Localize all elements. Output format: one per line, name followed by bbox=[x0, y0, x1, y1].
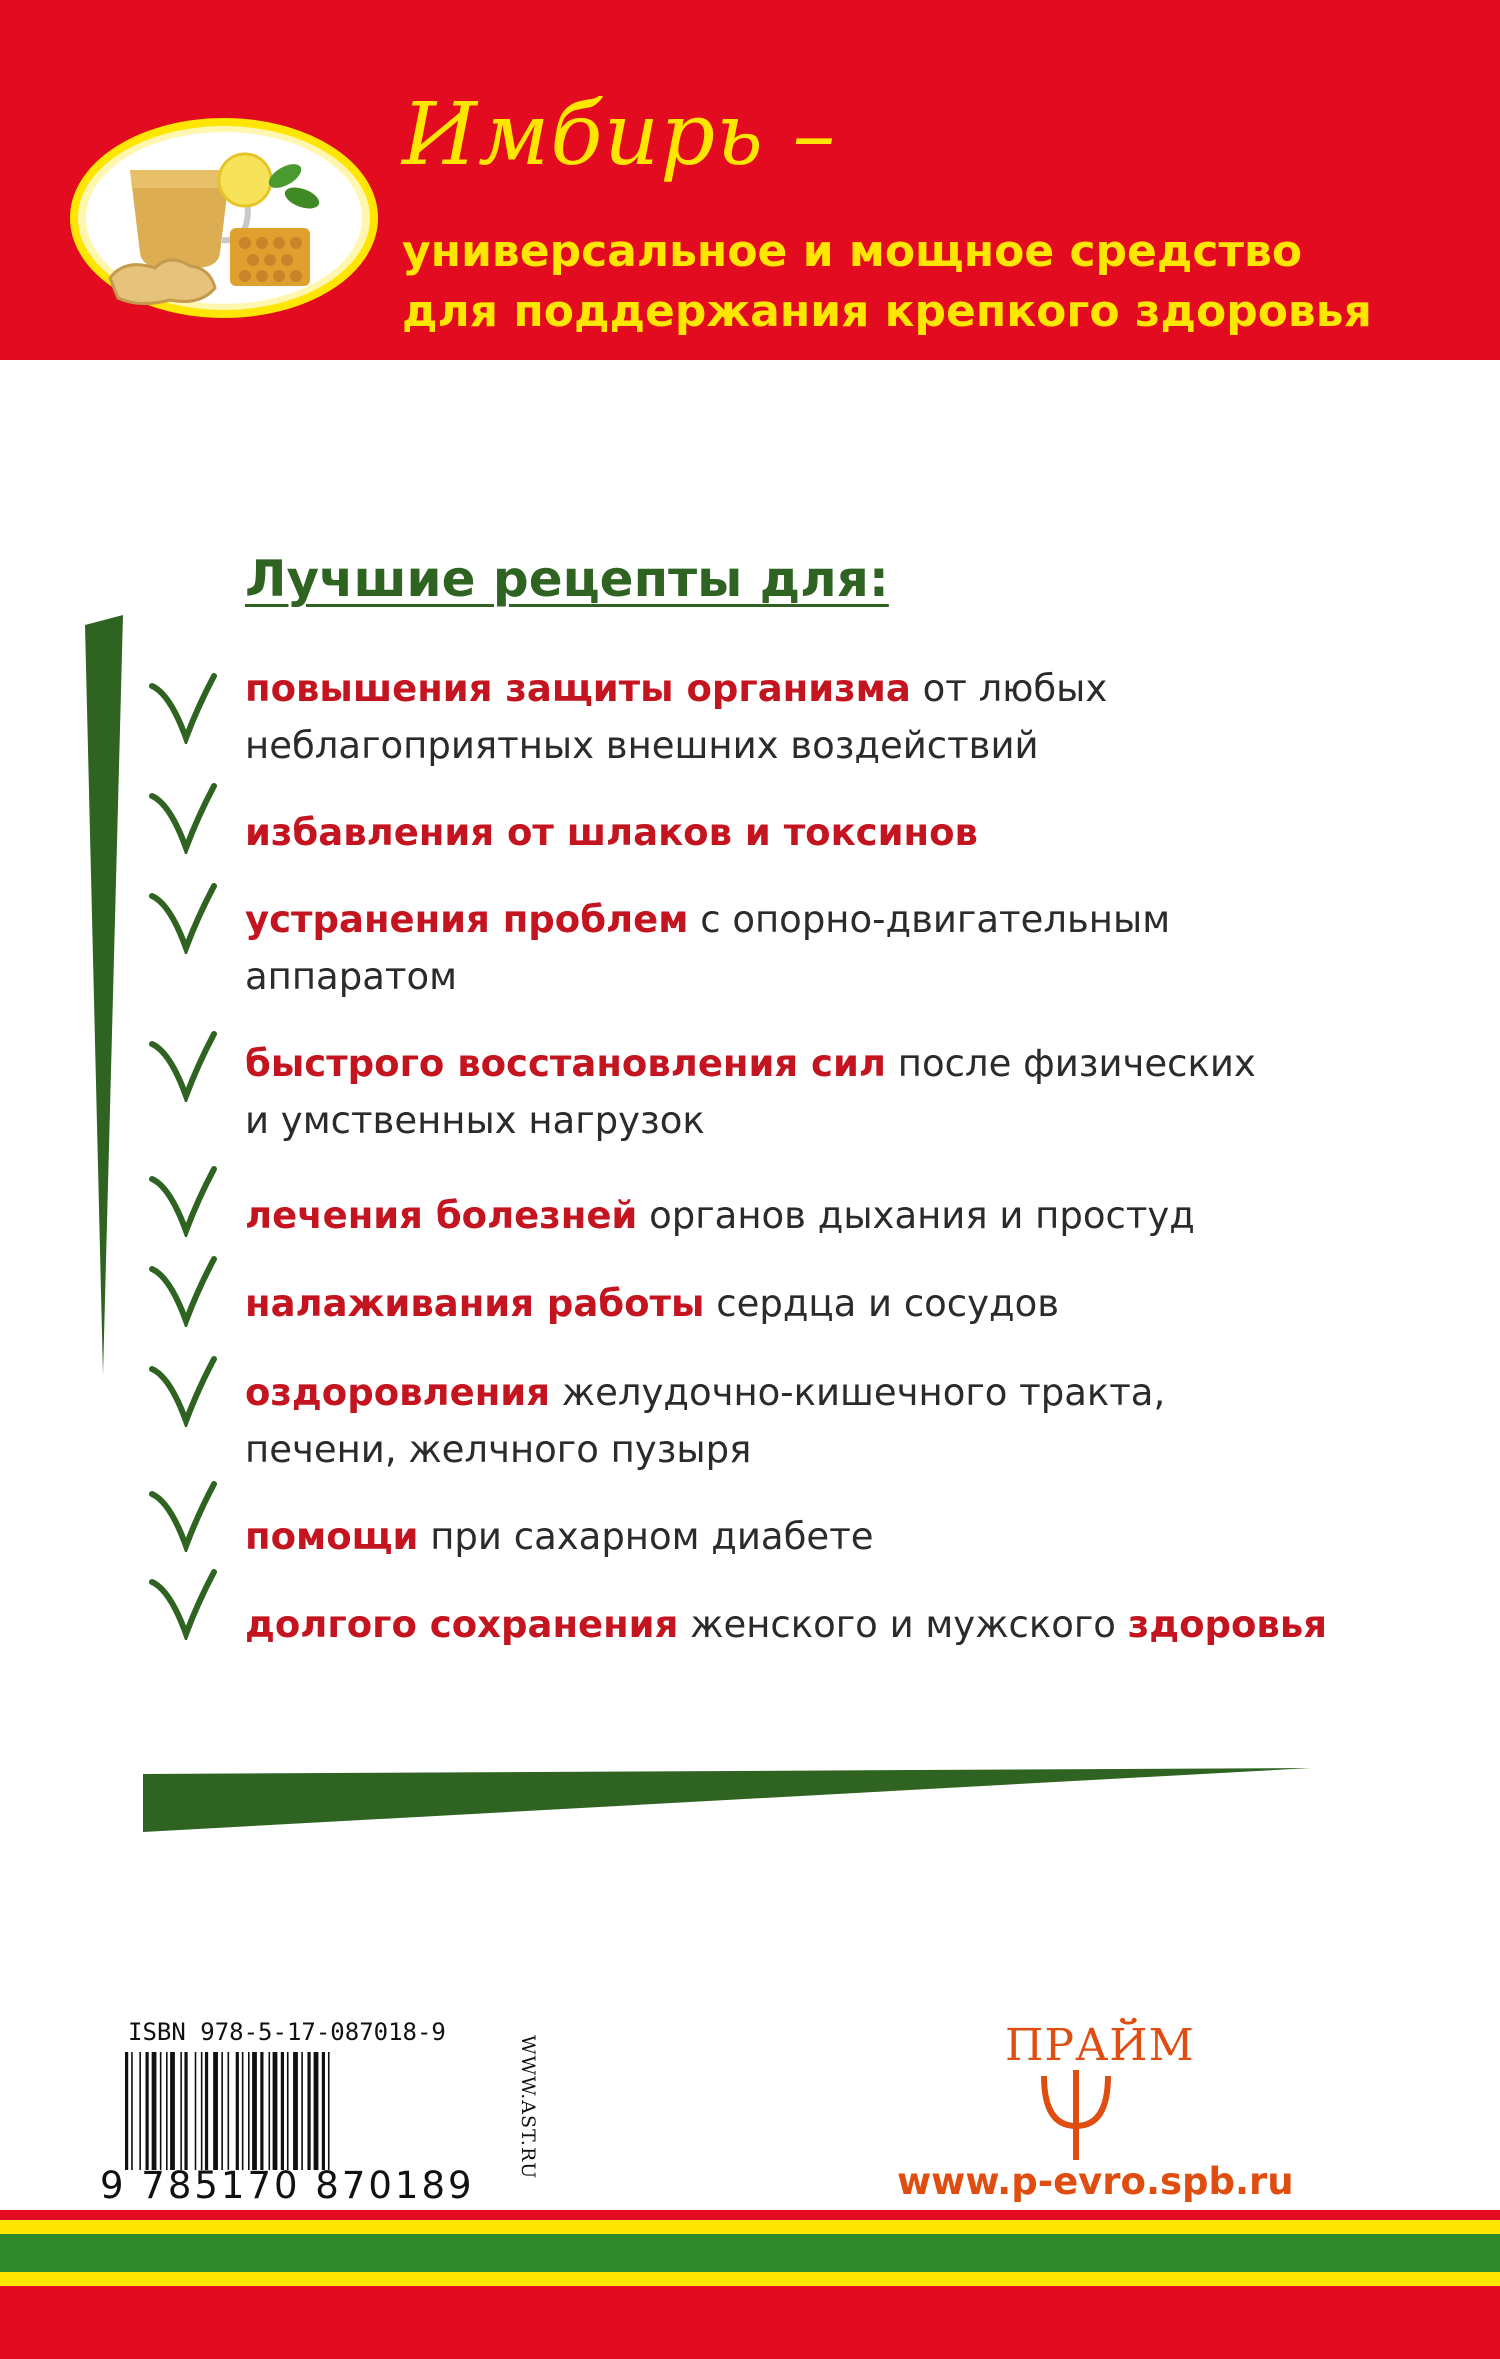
checkmark-icon bbox=[148, 1355, 218, 1427]
publisher-logo-text: ПРАЙМ bbox=[1005, 2020, 1195, 2071]
book-subtitle-line1: универсальное и мощное средство bbox=[402, 226, 1303, 277]
list-item: устранения проблем с опорно-двигательным аппаратом bbox=[245, 898, 1171, 998]
checkmark-icon bbox=[148, 1568, 218, 1640]
checkmark-icon bbox=[148, 1480, 218, 1552]
psi-logo-icon bbox=[1030, 2070, 1122, 2162]
green-wedge-vertical bbox=[85, 615, 125, 1375]
list-item: налаживания работы сердца и сосудов bbox=[245, 1282, 1060, 1325]
checkmark-icon bbox=[148, 672, 218, 744]
publisher-url: www.p-evro.spb.ru bbox=[897, 2160, 1294, 2203]
checkmark-icon bbox=[148, 882, 218, 954]
barcode-icon bbox=[125, 2052, 485, 2172]
section-title: Лучшие рецепты для: bbox=[245, 550, 889, 608]
stripe-yellow-2 bbox=[0, 2272, 1500, 2286]
ast-website-vertical: WWW.AST.RU bbox=[517, 2035, 539, 2180]
stripe-yellow bbox=[0, 2220, 1500, 2234]
header-banner bbox=[0, 0, 1500, 360]
list-item: помощи при сахарном диабете bbox=[245, 1515, 874, 1558]
ginger-tea-photo bbox=[70, 118, 378, 318]
checkmark-icon bbox=[148, 1165, 218, 1237]
checkmark-icon bbox=[148, 782, 218, 854]
list-item: быстрого восстановления сил после физических и умственных нагрузок bbox=[245, 1042, 1256, 1142]
list-item: повышения защиты организма от любых неблагоприятных внешних воздействий bbox=[245, 667, 1108, 767]
green-wedge-horizontal bbox=[143, 1768, 1313, 1834]
stripe-green bbox=[0, 2234, 1500, 2272]
book-subtitle-line2: для поддержания крепкого здоровья bbox=[402, 286, 1372, 337]
checkmark-icon bbox=[148, 1030, 218, 1102]
stripe-red-top bbox=[0, 2210, 1500, 2220]
list-item: избавления от шлаков и токсинов bbox=[245, 811, 978, 854]
checkmark-icon bbox=[148, 1255, 218, 1327]
barcode-number: 9 785170 870189 bbox=[100, 2164, 475, 2207]
list-item: лечения болезней органов дыхания и простуд bbox=[245, 1194, 1195, 1237]
book-title: Имбирь – bbox=[402, 85, 837, 185]
isbn-text: ISBN 978-5-17-087018-9 bbox=[128, 2018, 446, 2046]
stripe-red-bottom bbox=[0, 2286, 1500, 2359]
list-item: оздоровления желудочно-кишечного тракта, печени, желчного пузыря bbox=[245, 1371, 1166, 1471]
list-item: долгого сохранения женского и мужского здоровья bbox=[245, 1603, 1327, 1646]
